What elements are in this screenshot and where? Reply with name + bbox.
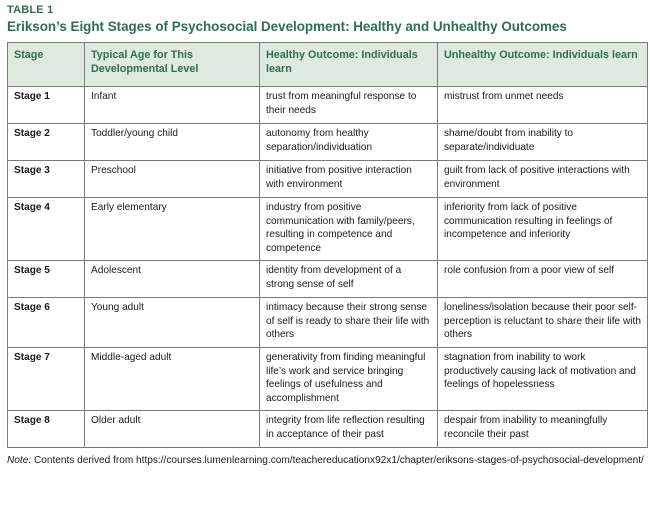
unhealthy-cell: loneliness/isolation because their poor self-perception is reluctant to share their life with others [438, 298, 648, 348]
age-cell: Preschool [85, 161, 260, 198]
stage-cell: Stage 1 [8, 87, 85, 124]
healthy-cell: identity from development of a strong sense of self [260, 261, 438, 298]
age-cell: Young adult [85, 298, 260, 348]
healthy-cell: industry from positive communication with family/peers, resulting in competence and competence [260, 198, 438, 261]
unhealthy-cell: stagnation from inability to work productively causing lack of motivation and feelings of hopelessness [438, 348, 648, 411]
healthy-cell: integrity from life reflection resulting in acceptance of their past [260, 411, 438, 448]
healthy-cell: trust from meaningful response to their needs [260, 87, 438, 124]
table-row [8, 124, 648, 161]
column-header-age: Typical Age for This Developmental Level [85, 43, 260, 87]
age-cell: Toddler/young child [85, 124, 260, 161]
stage-cell: Stage 7 [8, 348, 85, 411]
column-header-healthy: Healthy Outcome: Individuals learn [260, 43, 438, 87]
healthy-cell: initiative from positive interaction with environment [260, 161, 438, 198]
stage-cell: Stage 3 [8, 161, 85, 198]
age-cell: Early elementary [85, 198, 260, 261]
age-cell: Adolescent [85, 261, 260, 298]
unhealthy-cell: shame/doubt from inability to separate/individuate [438, 124, 648, 161]
table-row [8, 348, 648, 411]
healthy-cell: intimacy because their strong sense of self is ready to share their life with others [260, 298, 438, 348]
stage-cell: Stage 2 [8, 124, 85, 161]
column-header-stage: Stage [8, 43, 85, 87]
note-text: Contents derived from https://courses.lumenlearning.com/teachereducationx92x1/chapter/eriksons-stages-of-psychosocial-development/ [31, 455, 644, 466]
table-row [8, 411, 648, 448]
erikson-stages-table [7, 42, 648, 448]
table-row [8, 161, 648, 198]
healthy-cell: generativity from finding meaningful life’s work and service bringing feelings of usefulness and accomplishment [260, 348, 438, 411]
unhealthy-cell: mistrust from unmet needs [438, 87, 648, 124]
age-cell: Infant [85, 87, 260, 124]
table-row [8, 261, 648, 298]
unhealthy-cell: despair from inability to meaningfully reconcile their past [438, 411, 648, 448]
age-cell: Middle-aged adult [85, 348, 260, 411]
unhealthy-cell: inferiority from lack of positive communication resulting in feelings of incompetence and inferiority [438, 198, 648, 261]
column-header-unhealthy: Unhealthy Outcome: Individuals learn [438, 43, 648, 87]
note-label: Note: [7, 455, 32, 466]
stage-cell: Stage 4 [8, 198, 85, 261]
table-label: TABLE 1 [7, 4, 54, 16]
table-row [8, 298, 648, 348]
table-row [8, 198, 648, 261]
table-title: Erikson’s Eight Stages of Psychosocial Development: Healthy and Unhealthy Outcomes [7, 19, 567, 34]
unhealthy-cell: role confusion from a poor view of self [438, 261, 648, 298]
stage-cell: Stage 6 [8, 298, 85, 348]
table-row [8, 87, 648, 124]
table-header-row [8, 43, 648, 87]
healthy-cell: autonomy from healthy separation/individuation [260, 124, 438, 161]
table-note [7, 454, 645, 468]
stage-cell: Stage 5 [8, 261, 85, 298]
age-cell: Older adult [85, 411, 260, 448]
unhealthy-cell: guilt from lack of positive interactions with environment [438, 161, 648, 198]
stage-cell: Stage 8 [8, 411, 85, 448]
